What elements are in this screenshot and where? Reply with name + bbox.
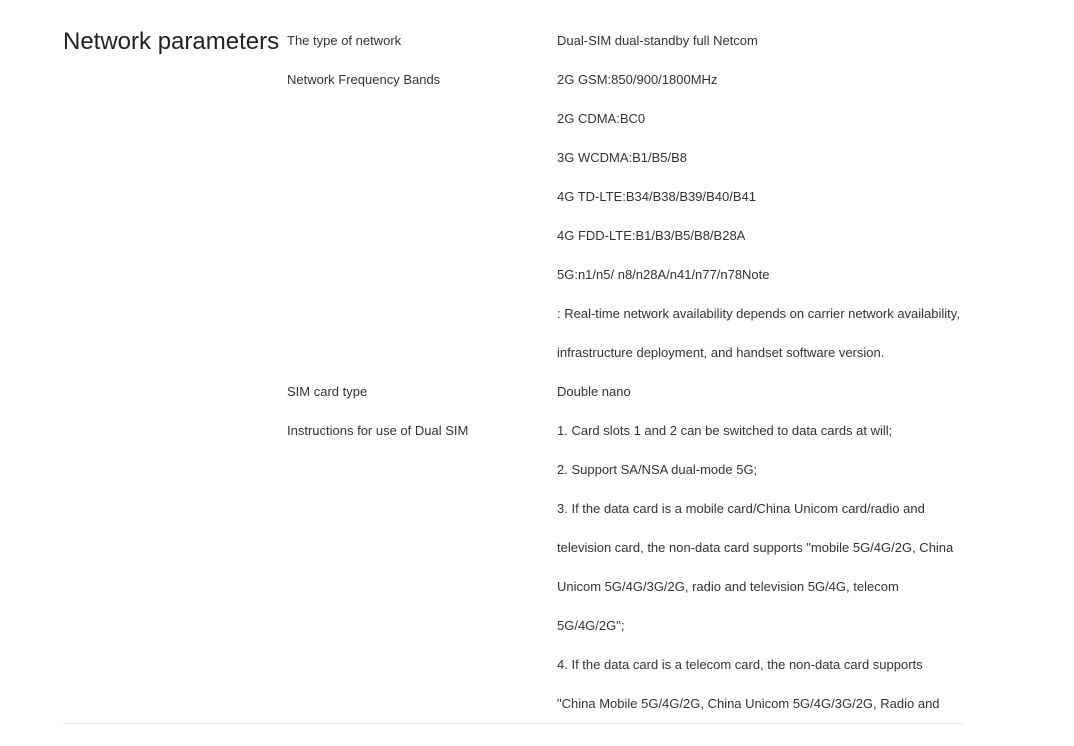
spec-value: 5G:n1/n5/ n8/n28A/n41/n77/n78Note — [557, 267, 770, 282]
spec-value: 4. If the data card is a telecom card, the non-data card supports — [557, 657, 923, 672]
spec-value: 1. Card slots 1 and 2 can be switched to data cards at will; — [557, 423, 893, 438]
spec-value: 5G/4G/2G"; — [557, 618, 625, 633]
section-divider — [63, 723, 963, 724]
spec-value: 2G GSM:850/900/1800MHz — [557, 72, 718, 87]
spec-value: 3. If the data card is a mobile card/China Unicom card/radio and — [557, 501, 925, 516]
spec-label: SIM card type — [287, 384, 368, 399]
spec-label: Network Frequency Bands — [287, 72, 441, 87]
spec-row-dual-sim-instructions — [287, 416, 977, 728]
spec-value: 4G TD-LTE:B34/B38/B39/B40/B41 — [557, 189, 756, 204]
spec-value: "China Mobile 5G/4G/2G, China Unicom 5G/4G/3G/2G, Radio and — [557, 696, 940, 711]
spec-value: 2. Support SA/NSA dual-mode 5G; — [557, 462, 758, 477]
spec-label: The type of network — [287, 33, 402, 48]
spec-value: 4G FDD-LTE:B1/B3/B5/B8/B28A — [557, 228, 746, 243]
spec-row-network-type — [287, 26, 977, 65]
spec-values — [557, 377, 977, 416]
spec-value: Unicom 5G/4G/3G/2G, radio and television 5G/4G, telecom — [557, 579, 899, 594]
spec-value: Dual-SIM dual-standby full Netcom — [557, 33, 758, 48]
spec-label: Instructions for use of Dual SIM — [287, 423, 469, 438]
spec-value: 3G WCDMA:B1/B5/B8 — [557, 150, 688, 165]
spec-value: infrastructure deployment, and handset software version. — [557, 345, 885, 360]
section-title: Network parameters — [63, 28, 280, 55]
spec-values — [557, 26, 977, 65]
spec-value: 2G CDMA:BC0 — [557, 111, 646, 126]
spec-values — [557, 416, 977, 728]
spec-values — [557, 65, 977, 377]
spec-value: television card, the non-data card supports "mobile 5G/4G/2G, China — [557, 540, 954, 555]
spec-table — [287, 26, 977, 728]
spec-value: Double nano — [557, 384, 631, 399]
spec-value: : Real-time network availability depends on carrier network availability, — [557, 306, 960, 321]
spec-row-sim-card-type — [287, 377, 977, 416]
spec-row-frequency-bands — [287, 65, 977, 377]
